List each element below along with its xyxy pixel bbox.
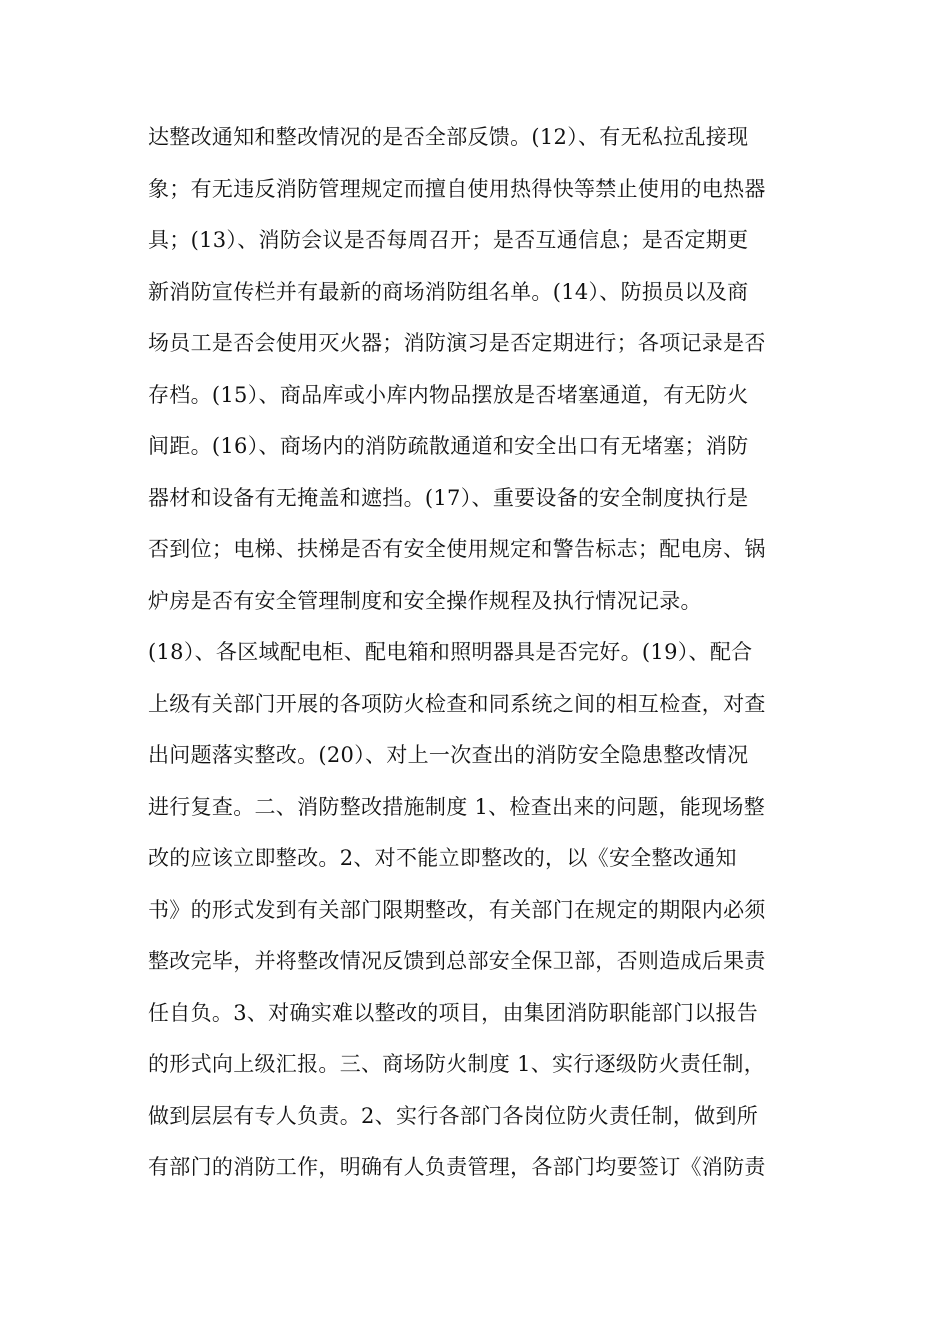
text-line: 整改完毕，并将整改情况反馈到总部安全保卫部，否则造成后果责 <box>148 949 766 973</box>
text-line: 上级有关部门开展的各项防火检查和同系统之间的相互检查，对查 <box>148 691 766 716</box>
text-line: 器材和设备有无掩盖和遮挡。(17）、重要设备的安全制度执行是 <box>148 485 749 510</box>
text-line: 改的应该立即整改。2、对不能立即整改的，以《安全整改通知 <box>148 846 737 870</box>
text-line: 做到层层有专人负责。2、实行各部门各岗位防火责任制，做到所 <box>148 1103 759 1128</box>
text-line: (18）、各区域配电柜、配电箱和照明器具是否完好。(19）、配合 <box>148 640 753 664</box>
text-line: 有部门的消防工作，明确有人负责管理，各部门均要签订《消防责 <box>148 1155 766 1179</box>
text-line: 存档。(15）、商品库或小库内物品摆放是否堵塞通道，有无防火 <box>148 382 749 407</box>
text-line: 具；(13）、消防会议是否每周召开；是否互通信息；是否定期更 <box>148 228 749 252</box>
text-line: 场员工是否会使用灭火器；消防演习是否定期进行；各项记录是否 <box>148 331 766 355</box>
text-line: 否到位；电梯、扶梯是否有安全使用规定和警告标志；配电房、锅 <box>148 537 766 561</box>
text-line: 新消防宣传栏并有最新的商场消防组名单。(14）、防损员以及商 <box>148 279 749 304</box>
text-line: 的形式向上级汇报。三、商场防火制度 1、实行逐级防火责任制， <box>148 1052 766 1076</box>
text-line: 炉房是否有安全管理制度和安全操作规程及执行情况记录。 <box>148 588 702 613</box>
text-line: 任自负。3、对确实难以整改的项目，由集团消防职能部门以报告 <box>148 1000 759 1025</box>
text-line: 达整改通知和整改情况的是否全部反馈。(12）、有无私拉乱接现 <box>148 125 749 149</box>
text-line: 象；有无违反消防管理规定而擅自使用热得快等禁止使用的电热器 <box>148 176 766 201</box>
body-text <box>148 112 808 1194</box>
text-line: 间距。(16）、商场内的消防疏散通道和安全出口有无堵塞；消防 <box>148 434 749 458</box>
text-line: 出问题落实整改。(20）、对上一次查出的消防安全隐患整改情况 <box>148 743 749 767</box>
text-line: 进行复查。二、消防整改措施制度 1、检查出来的问题，能现场整 <box>148 794 766 819</box>
text-line: 书》的形式发到有关部门限期整改，有关部门在规定的期限内必须 <box>148 897 766 922</box>
